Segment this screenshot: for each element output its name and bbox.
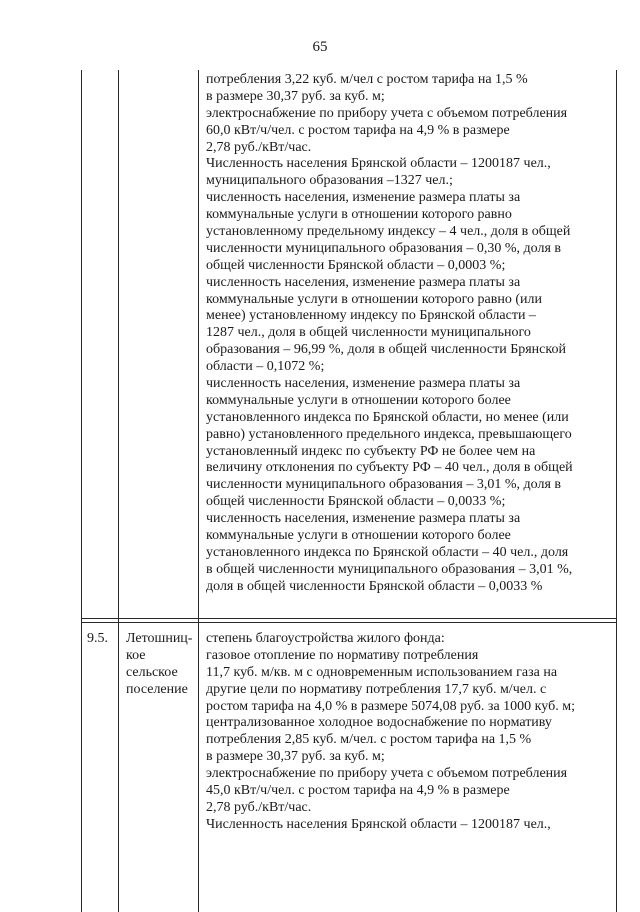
page-number: 65 bbox=[312, 39, 328, 55]
text-line: другие цели по нормативу потребления 17,7 куб. м/чел. с bbox=[206, 681, 547, 697]
text-line: численность населения, изменение размера платы за bbox=[206, 376, 521, 392]
text-line: газовое отопление по нормативу потребления bbox=[206, 647, 479, 663]
text-line: Численность населения Брянской области – 1200187 чел., bbox=[206, 816, 551, 832]
text-line: коммунальные услуги в отношении которого равно bbox=[206, 207, 512, 223]
text-line: численность населения, изменение размера платы за bbox=[206, 511, 521, 527]
row2-settlement-name bbox=[126, 631, 192, 699]
text-line: электроснабжение по прибору учета с объемом потребления bbox=[206, 105, 568, 121]
text-line: 45,0 кВт/ч/чел. с ростом тарифа на 4,9 % в размере bbox=[206, 783, 510, 799]
text-line: в размере 30,37 руб. за куб. м; bbox=[206, 88, 385, 104]
text-line: 2,78 руб./кВт/час. bbox=[206, 799, 312, 815]
text-line: общей численности Брянской области – 0,0003 %; bbox=[206, 257, 506, 273]
text-line: поселение bbox=[126, 681, 188, 697]
row-separator-bottom bbox=[81, 618, 617, 619]
data-table bbox=[81, 70, 617, 912]
table-rule-left bbox=[81, 70, 82, 912]
row1-description bbox=[206, 72, 573, 596]
text-line: 2,78 руб./кВт/час. bbox=[206, 139, 312, 155]
text-line: величину отклонения по субъекту РФ – 40 чел., доля в общей bbox=[206, 460, 573, 476]
text-line: централизованное холодное водоснабжение по нормативу bbox=[206, 715, 552, 731]
row2-description bbox=[206, 631, 575, 834]
text-line: численности муниципального образования – 0,30 %, доля в bbox=[206, 240, 562, 256]
text-line: образования – 96,99 %, доля в общей численности Брянской bbox=[206, 342, 566, 358]
text-line: степень благоустройства жилого фонда: bbox=[206, 631, 445, 646]
table-rule-col1 bbox=[118, 70, 119, 912]
table-rule-right bbox=[616, 70, 617, 912]
text-line: коммунальные услуги в отношении которого более bbox=[206, 528, 511, 544]
text-line: ростом тарифа на 4,0 % в размере 5074,08 руб. за 1000 куб. м; bbox=[206, 698, 575, 714]
text-line: установленному предельному индексу – 4 чел., доля в общей bbox=[206, 224, 571, 240]
text-line: численность населения, изменение размера платы за bbox=[206, 190, 521, 206]
text-line: 1287 чел., доля в общей численности муниципального bbox=[206, 325, 531, 341]
text-line: установленного индекса по Брянской области – 40 чел., доля bbox=[206, 544, 569, 560]
text-line: менее) установленному индексу по Брянской области – bbox=[206, 308, 536, 324]
text-line: Численность населения Брянской области – 1200187 чел., bbox=[206, 156, 551, 172]
text-line: области – 0,1072 %; bbox=[206, 359, 325, 375]
text-line: кое bbox=[126, 647, 146, 663]
text-line: потребления 2,85 куб. м/чел. с ростом тарифа на 1,5 % bbox=[206, 732, 532, 748]
text-line: общей численности Брянской области – 0,0033 %; bbox=[206, 494, 506, 510]
text-line: муниципального образования –1327 чел.; bbox=[206, 173, 453, 189]
text-line: электроснабжение по прибору учета с объемом потребления bbox=[206, 766, 568, 782]
row2-number: 9.5. bbox=[87, 631, 108, 646]
text-line: в общей численности муниципального образования – 3,01 %, bbox=[206, 561, 573, 577]
text-line: в размере 30,37 руб. за куб. м; bbox=[206, 749, 385, 765]
text-line: коммунальные услуги в отношении которого более bbox=[206, 392, 511, 408]
table-rule-col2 bbox=[198, 70, 199, 912]
text-line: сельское bbox=[126, 664, 178, 680]
text-line: коммунальные услуги в отношении которого равно (или bbox=[206, 291, 542, 307]
text-line: равно) установленного предельного индекса, превышающего bbox=[206, 426, 572, 442]
row-separator-top bbox=[81, 622, 617, 623]
text-line: установленный индекс по субъекту РФ не более чем на bbox=[206, 443, 536, 459]
text-line: установленного индекса по Брянской области, но менее (или bbox=[206, 409, 569, 425]
text-line: потребления 3,22 куб. м/чел с ростом тарифа на 1,5 % bbox=[206, 72, 528, 87]
text-line: 11,7 куб. м/кв. м с одновременным использованием газа на bbox=[206, 664, 558, 680]
text-line: численность населения, изменение размера платы за bbox=[206, 274, 521, 290]
text-line: доля в общей численности Брянской области – 0,0033 % bbox=[206, 578, 543, 594]
text-line: 60,0 кВт/ч/чел. с ростом тарифа на 4,9 % в размере bbox=[206, 122, 510, 138]
text-line: Летошниц- bbox=[126, 631, 193, 646]
text-line: численности муниципального образования – 3,01 %, доля в bbox=[206, 477, 562, 493]
